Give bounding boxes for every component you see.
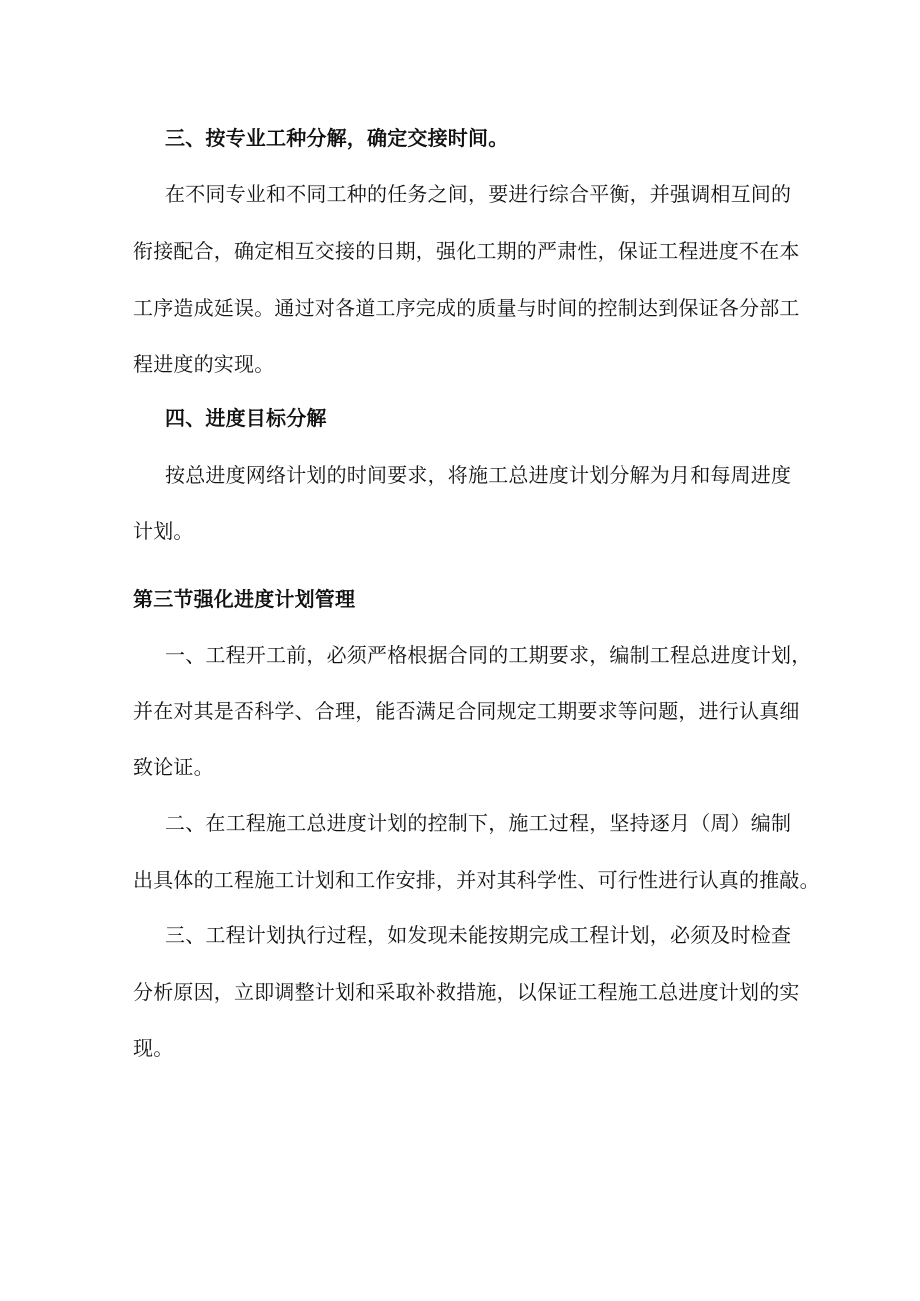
heading-four: 四、进度目标分解 bbox=[165, 406, 327, 430]
paragraph-line: 致论证。 bbox=[133, 755, 214, 779]
paragraph-line: 衔接配合，确定相互交接的日期，强化工期的严肃性，保证工程进度不在本 bbox=[133, 239, 800, 263]
paragraph-line: 三、工程计划执行过程，如发现未能按期完成工程计划，必须及时检查 bbox=[165, 923, 792, 947]
paragraph-line: 工序造成延误。通过对各道工序完成的质量与时间的控制达到保证各分部工 bbox=[133, 296, 800, 320]
paragraph-line: 在不同专业和不同工种的任务之间，要进行综合平衡，并强调相互间的 bbox=[165, 182, 792, 206]
section-title: 第三节强化进度计划管理 bbox=[133, 587, 356, 611]
paragraph-line: 一、工程开工前，必须严格根据合同的工期要求，编制工程总进度计划， bbox=[165, 643, 812, 667]
paragraph-line: 二、在工程施工总进度计划的控制下，施工过程，坚持逐月（周）编制 bbox=[165, 811, 792, 835]
paragraph-line: 出具体的工程施工计划和工作安排，并对其科学性、可行性进行认真的推敲。 bbox=[133, 868, 820, 892]
paragraph-line: 计划。 bbox=[133, 519, 194, 543]
paragraph-line: 程进度的实现。 bbox=[133, 352, 275, 376]
paragraph-line: 现。 bbox=[133, 1036, 174, 1060]
heading-three: 三、按专业工种分解，确定交接时间。 bbox=[165, 126, 509, 150]
paragraph-line: 按总进度网络计划的时间要求，将施工总进度计划分解为月和每周进度 bbox=[165, 463, 792, 487]
paragraph-line: 分析原因，立即调整计划和采取补救措施，以保证工程施工总进度计划的实 bbox=[133, 980, 800, 1004]
paragraph-line: 并在对其是否科学、合理，能否满足合同规定工期要求等问题，进行认真细 bbox=[133, 699, 800, 723]
